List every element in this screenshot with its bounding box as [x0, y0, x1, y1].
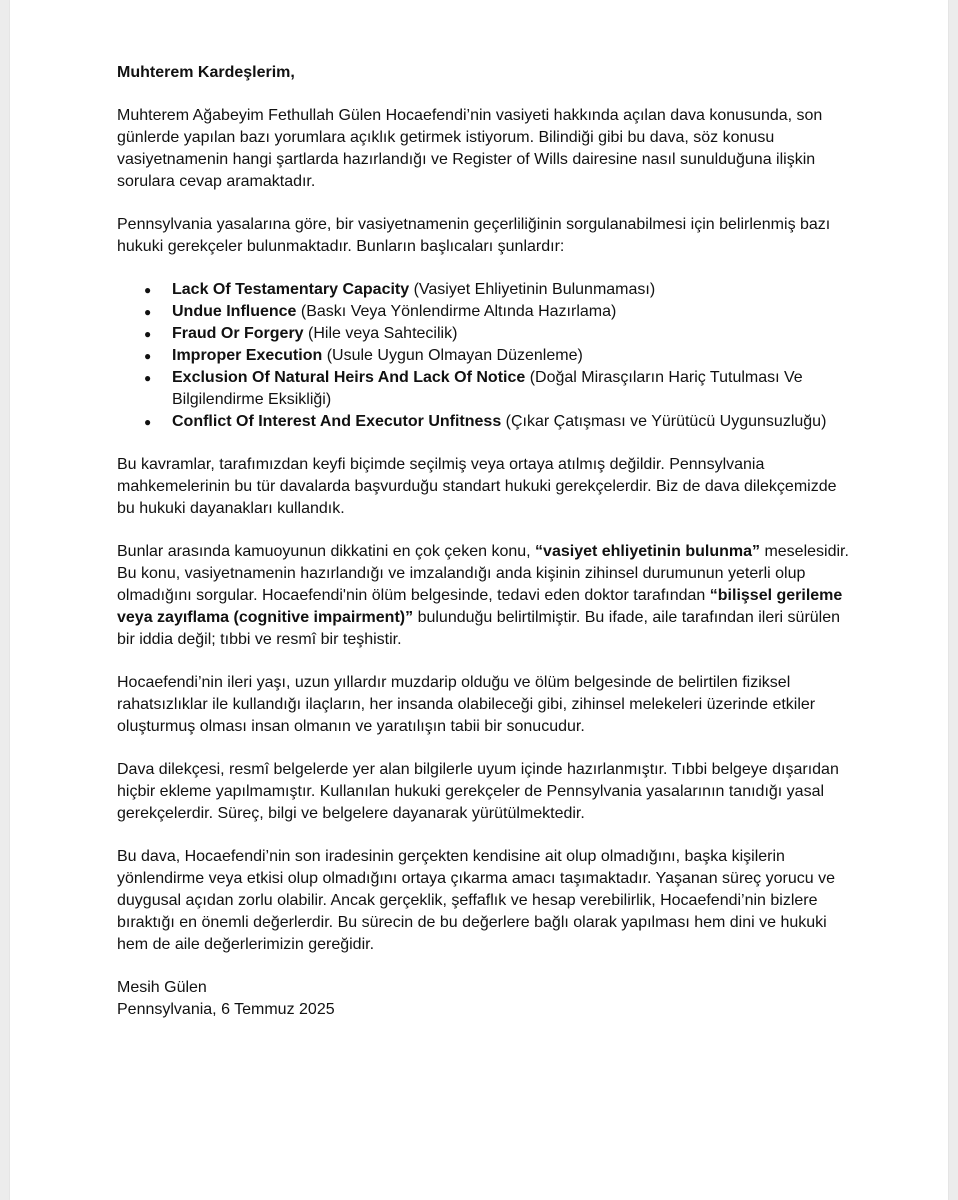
- list-item-desc: (Vasiyet Ehliyetinin Bulunmaması): [413, 281, 656, 298]
- signature-place-date: Pennsylvania, 6 Temmuz 2025: [117, 1001, 335, 1018]
- paragraph-text: bulunduğu belirtilmiştir. Bu ifade, aile tarafından ileri sürülen bir iddia değil; tıbbi ve resmî bir teşhistir.: [117, 609, 841, 648]
- letter-page: [10, 0, 948, 1200]
- emphasis-quote: “vasiyet ehliyetinin bulunma”: [535, 543, 760, 560]
- list-item-desc: (Baskı Veya Yönlendirme Altında Hazırlama): [300, 303, 617, 320]
- list-item-term: Fraud Or Forgery: [172, 325, 304, 342]
- signature-name: Mesih Gülen: [117, 979, 207, 996]
- list-item-desc: (Doğal Mirasçıların Hariç Tutulması Ve Bilgilendirme Eksikliği): [172, 369, 803, 408]
- bullet-icon: ●: [144, 415, 152, 429]
- bullet-icon: ●: [144, 283, 152, 297]
- emphasis-quote: “bilişsel gerileme veya zayıflama (cognitive impairment)”: [117, 587, 843, 626]
- list-item-term: Undue Influence: [172, 303, 297, 320]
- list-item-term: Improper Execution: [172, 347, 323, 364]
- list-item-desc: (Çıkar Çatışması ve Yürütücü Uygunsuzluğu): [505, 413, 827, 430]
- list-item: [117, 279, 857, 301]
- list-item-term: Exclusion Of Natural Heirs And Lack Of Notice: [172, 369, 526, 386]
- paragraph-legal-grounds: Pennsylvania yasalarına göre, bir vasiyetnamenin geçerliliğinin sorgulanabilmesi için belirlenmiş bazı hukuki gerekçeler bulunmaktadır. Bunların başlıcaları şunlardır:: [117, 216, 831, 255]
- bullet-icon: ●: [144, 327, 152, 341]
- list-item: [117, 367, 857, 411]
- bullet-icon: ●: [144, 371, 152, 385]
- paragraph-text: meselesidir. Bu konu, vasiyetnamenin hazırlandığı ve imzalandığı anda kişinin zihinsel durumunun yeterli olup olmadığını sorgular. Hocaefendi'nin ölüm belgesinde, tedavi eden doktor tarafından: [117, 543, 849, 604]
- paragraph-intro: Muhterem Ağabeyim Fethullah Gülen Hocaefendi’nin vasiyeti hakkında açılan dava konusunda, son günlerde yapılan bazı yorumlara açıklık getirmek istiyorum. Bilindiği gibi bu dava, söz konusu vasiyetnamenin hangi şartlarda hazırlandığı ve Register of Wills dairesine nasıl sunulduğuna ilişkin sorulara cevap aramaktadır.: [117, 107, 823, 190]
- list-item: [117, 345, 857, 367]
- bullet-icon: ●: [144, 349, 152, 363]
- list-item-desc: (Hile veya Sahtecilik): [308, 325, 458, 342]
- letter-body: [117, 62, 857, 1042]
- list-item-term: Lack Of Testamentary Capacity: [172, 281, 410, 298]
- paragraph-purpose: Bu dava, Hocaefendi’nin son iradesinin gerçekten kendisine ait olup olmadığını, başka kişilerin yönlendirme veya etkisi olup olmadığını ortaya çıkarma amacı taşımaktadır. Yaşanan süreç yorucu ve duygusal açıdan zorlu olabilir. Ancak gerçeklik, şeffaflık ve hesap verebilirlik, Hocaefendi’nin bizlere bıraktığı en önemli değerlerdir. Bu sürecin de bu değerlere bağlı olarak yapılması hem dini ve hukuki hem de aile değerlerimizin gereğidir.: [117, 848, 835, 953]
- paragraph-standard-grounds: Bu kavramlar, tarafımızdan keyfi biçimde seçilmiş veya ortaya atılmış değildir. Pennsylvania mahkemelerinin bu tür davalarda başvurduğu standart hukuki gerekçelerdir. Biz de dava dilekçemizde bu hukuki dayanakları kullandık.: [117, 456, 837, 517]
- paragraph-testamentary-capacity: [117, 541, 857, 651]
- list-item-term: Conflict Of Interest And Executor Unfitness: [172, 413, 502, 430]
- signature-block: [117, 977, 857, 1021]
- bullet-icon: ●: [144, 305, 152, 319]
- paragraph-text: Bunlar arasında kamuoyunun dikkatini en çok çeken konu,: [117, 543, 531, 560]
- list-item-desc: (Usule Uygun Olmayan Düzenleme): [326, 347, 583, 364]
- list-item: [117, 301, 857, 323]
- legal-grounds-list: [117, 279, 857, 433]
- paragraph-age-health: Hocaefendi’nin ileri yaşı, uzun yıllardır muzdarip olduğu ve ölüm belgesinde de belirtilen fiziksel rahatsızlıklar ile kullandığı ilaçların, her insanda olabileceği gibi, zihinsel melekeleri üzerinde etkiler oluşturmuş olması insan olmanın ve yaratılışın tabii bir sonucudur.: [117, 674, 816, 735]
- paragraph-petition: Dava dilekçesi, resmî belgelerde yer alan bilgilerle uyum içinde hazırlanmıştır. Tıbbi belgeye dışarıdan hiçbir ekleme yapılmamıştır. Kullanılan hukuki gerekçeler de Pennsylvania yasalarının tanıdığı yasal gerekçelerdir. Süreç, bilgi ve belgelere dayanarak yürütülmektedir.: [117, 761, 839, 822]
- letter-greeting: Muhterem Kardeşlerim,: [117, 64, 295, 81]
- list-item: [117, 411, 857, 433]
- list-item: [117, 323, 857, 345]
